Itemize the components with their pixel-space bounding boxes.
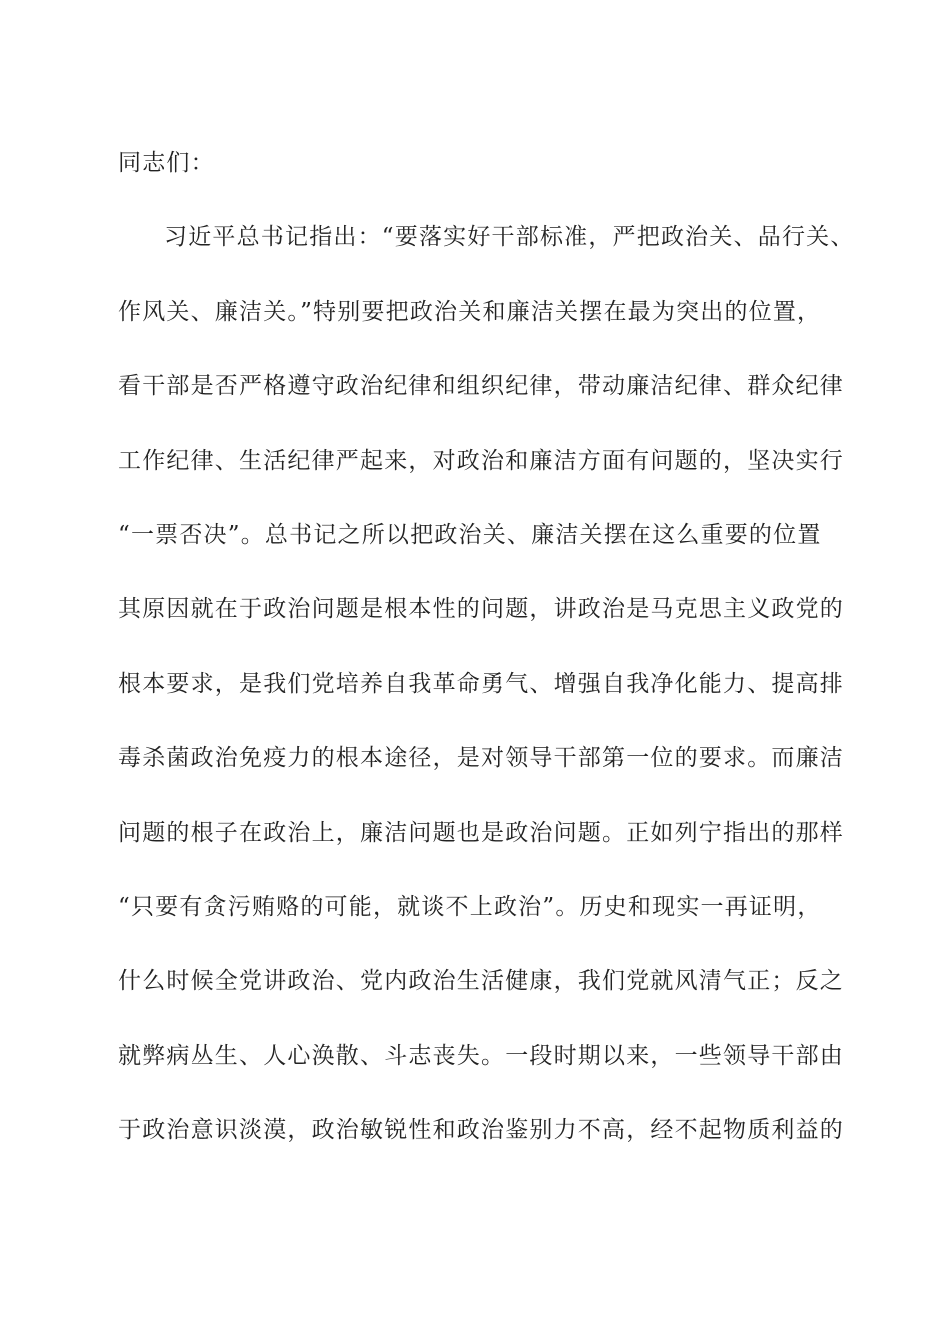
text-line: 什么时候全党讲政治、党内政治生活健康，我们党就风清气正；反之 (118, 968, 844, 995)
text-line: 于政治意识淡漠，政治敏锐性和政治鉴别力不高，经不起物质利益的 (118, 1117, 844, 1144)
body-text (118, 140, 855, 1181)
text-line: 其原因就在于政治问题是根本性的问题，讲政治是马克思主义政党的 (118, 596, 844, 623)
salutation: 同志们： (118, 150, 215, 176)
text-line: 看干部是否严格遵守政治纪律和组织纪律，带动廉洁纪律、群众纪律 (118, 373, 844, 400)
text-line: “一票否决”。总书记之所以把政治关、廉洁关摆在这么重要的位置 (118, 521, 822, 548)
text-line: 就弊病丛生、人心涣散、斗志丧失。一段时期以来，一些领导干部由 (118, 1042, 844, 1069)
text-line: 毒杀菌政治免疫力的根本途径，是对领导干部第一位的要求。而廉洁 (118, 745, 844, 772)
text-line: 根本要求，是我们党培养自我革命勇气、增强自我净化能力、提高排 (118, 670, 844, 697)
text-line: 问题的根子在政治上，廉洁问题也是政治问题。正如列宁指出的那样 (118, 819, 844, 846)
text-line: “只要有贪污贿赂的可能，就谈不上政治”。历史和现实一再证明， (118, 893, 822, 920)
text-line: 工作纪律、生活纪律严起来，对政治和廉洁方面有问题的，坚决实行 (118, 447, 844, 474)
text-line: 习近平总书记指出：“要落实好干部标准，严把政治关、品行关、 (164, 224, 855, 251)
text-line: 作风关、廉洁关。”特别要把政治关和廉洁关摆在最为突出的位置， (118, 298, 822, 325)
